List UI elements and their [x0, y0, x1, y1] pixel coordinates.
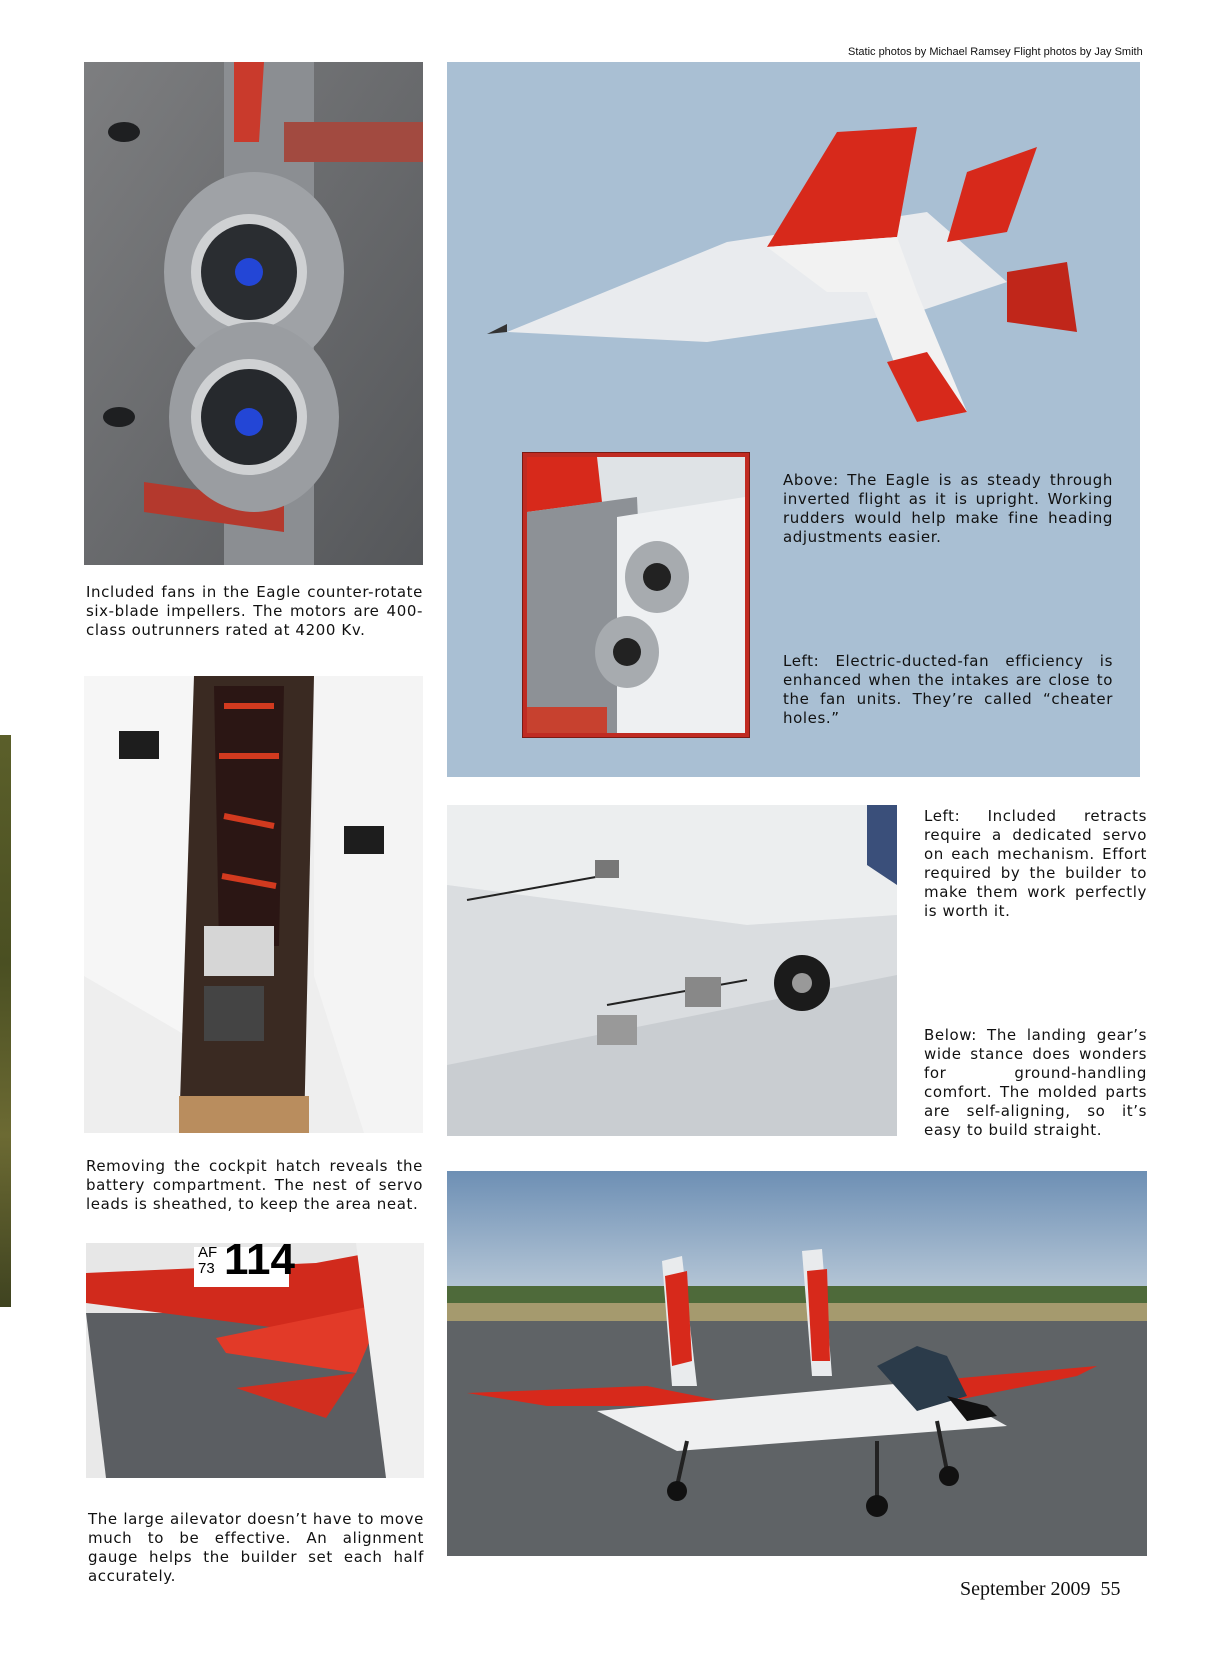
- footer-month-year: September 2009: [960, 1578, 1091, 1600]
- photo-ailevator: [86, 1243, 424, 1478]
- page-number: 55: [1100, 1578, 1121, 1600]
- tail-number-big: 114: [224, 1243, 295, 1284]
- photo-credit: Static photos by Michael Ramsey Flight photos by Jay Smith: [848, 46, 1143, 58]
- photo-inset-cheater-holes: [523, 453, 749, 737]
- photo-retracts: [447, 805, 897, 1136]
- photo-battery-compartment: [84, 676, 423, 1133]
- caption-landing-gear: Below: The landing gear’s wide stance does wonders for ground-handling comfort. The molded parts are self-aligning, so it’s easy to build straight.: [924, 1026, 1147, 1139]
- tail-number-top: AF: [198, 1244, 218, 1261]
- footer-date-page: [960, 1578, 1121, 1601]
- caption-cheater-holes: Left: Electric-ducted-fan efficiency is enhanced when the intakes are close to the fan units. They’re called “cheater holes.”: [783, 652, 1113, 727]
- caption-above: Above: The Eagle is as steady through inverted flight as it is upright. Working rudders would help make fine heading adjustments easier.: [783, 471, 1113, 546]
- caption-ailevator: The large ailevator doesn’t have to move much to be effective. An alignment gauge helps the builder set each half accurately.: [88, 1510, 424, 1585]
- caption-cockpit-hatch: Removing the cockpit hatch reveals the battery compartment. The nest of servo leads is sheathed, to keep the area neat.: [86, 1157, 423, 1213]
- tail-number-prefix: [198, 1245, 217, 1277]
- photo-ducted-fans: [84, 62, 423, 565]
- photo-jet-on-runway: [447, 1171, 1147, 1556]
- caption-fans: Included fans in the Eagle counter-rotate six-blade impellers. The motors are 400-class outrunners rated at 4200 Kv.: [86, 583, 423, 639]
- tail-number-bottom: 73: [198, 1260, 215, 1277]
- page-edge-strip: [0, 735, 11, 1307]
- caption-retracts: Left: Included retracts require a dedicated servo on each mechanism. Effort required by the builder to make them work perfectly is worth it.: [924, 807, 1147, 920]
